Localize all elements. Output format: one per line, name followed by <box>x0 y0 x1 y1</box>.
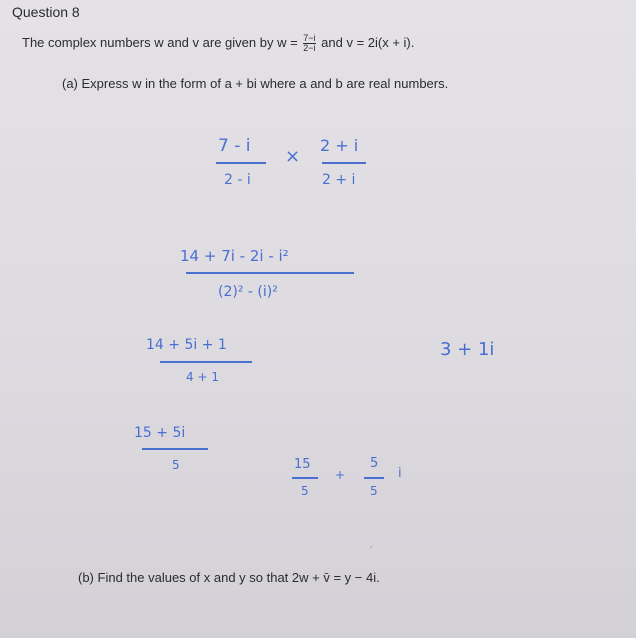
hw-line2-den: (2)² - (i)² <box>218 284 278 300</box>
part-a-label: (a) <box>62 76 78 91</box>
stem-intro: The complex numbers w and v are given by w = <box>22 34 302 50</box>
question-title: Question 8 <box>12 4 80 20</box>
w-numerator: 7−i <box>303 33 316 43</box>
hw-line3-rule <box>160 361 252 363</box>
hw-line5-den-b: 5 <box>370 484 378 498</box>
hw-line1-rule-left <box>216 162 266 164</box>
hw-line2-rule <box>186 272 354 274</box>
hw-line1-num-right: 2 + i <box>320 136 359 155</box>
hw-line5-rule-a <box>292 477 318 479</box>
hw-line3-den: 4 + 1 <box>186 370 219 384</box>
hw-line4-num: 15 + 5i <box>134 425 186 441</box>
hw-line3-num: 14 + 5i + 1 <box>146 337 227 353</box>
hw-line5-rule-b <box>364 477 384 479</box>
hw-line4-den: 5 <box>172 458 180 472</box>
part-a-text: Express w in the form of a + bi where a and b are real numbers. <box>81 76 449 91</box>
hw-line1-den-right: 2 + i <box>322 172 356 188</box>
hw-line5-den-a: 5 <box>301 484 309 498</box>
hw-line1-rule-right <box>322 162 366 164</box>
hw-line2-num: 14 + 7i - 2i - i² <box>180 247 289 265</box>
hw-line1-num-left: 7 - i <box>218 136 251 156</box>
stem-mid: and v = 2i(x + i). <box>317 34 415 50</box>
hw-line4-rule <box>142 448 208 450</box>
part-b-label: (b) <box>78 570 94 585</box>
hw-line5-plus: + <box>335 468 346 482</box>
hw-line5-i: i <box>398 466 402 481</box>
w-denominator: 2−i <box>303 43 316 53</box>
hw-line3-result: 3 + 1i <box>440 339 495 360</box>
part-b-text: Find the values of x and y so that 2w + v̄ = y − 4i. <box>97 570 380 585</box>
hw-line1-times: × <box>285 146 301 167</box>
hw-line5-num-b: 5 <box>370 456 379 471</box>
part-b <box>78 570 380 585</box>
stray-pencil-mark: ʼ <box>370 545 372 555</box>
hw-line5-num-a: 15 <box>294 457 311 472</box>
hw-line1-den-left: 2 - i <box>224 172 251 188</box>
